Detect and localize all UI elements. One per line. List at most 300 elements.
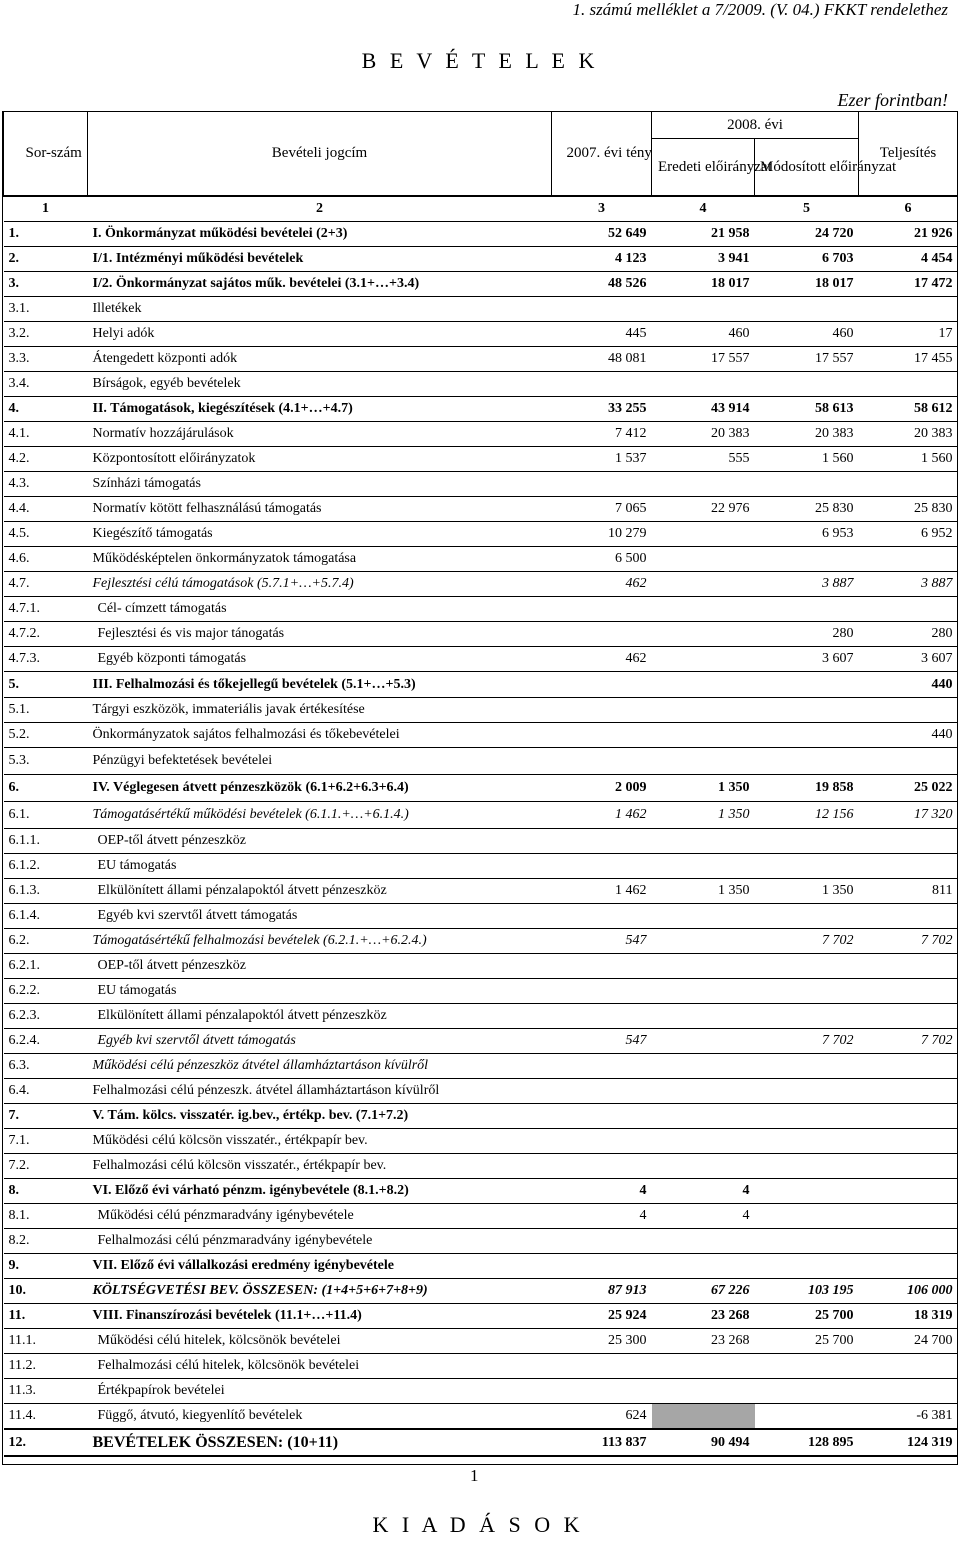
value-cell bbox=[652, 1154, 755, 1179]
row-label: Támogatásértékű működési bevételek (6.1.1.+…+6.1.4.) bbox=[88, 802, 552, 829]
next-section-title: K I A D Á S O K bbox=[372, 1512, 584, 1537]
value-cell bbox=[859, 954, 958, 979]
table-row bbox=[4, 472, 958, 497]
row-label: Színházi támogatás bbox=[88, 472, 552, 497]
value-cell: 25 830 bbox=[859, 497, 958, 522]
value-cell: 18 017 bbox=[755, 272, 859, 297]
value-cell bbox=[859, 1354, 958, 1379]
value-cell bbox=[755, 1129, 859, 1154]
table-row bbox=[4, 1254, 958, 1279]
value-cell: 811 bbox=[859, 879, 958, 904]
table-row bbox=[4, 1279, 958, 1304]
row-label: Pénzügyi befektetések bevételei bbox=[88, 748, 552, 775]
value-cell bbox=[859, 979, 958, 1004]
row-number: 11.2. bbox=[4, 1354, 88, 1379]
row-label: Egyéb kvi szervtől átvett támogatás bbox=[88, 904, 552, 929]
value-cell bbox=[755, 854, 859, 879]
value-cell bbox=[755, 1004, 859, 1029]
value-cell bbox=[552, 1129, 652, 1154]
row-label: Fejlesztési és vis major tánogatás bbox=[88, 622, 552, 647]
value-cell bbox=[755, 1229, 859, 1254]
value-cell bbox=[755, 748, 859, 775]
value-cell: 20 383 bbox=[652, 422, 755, 447]
value-cell: 21 926 bbox=[859, 222, 958, 247]
value-cell: 19 858 bbox=[755, 775, 859, 802]
value-cell bbox=[552, 672, 652, 698]
value-cell bbox=[652, 672, 755, 698]
value-cell: -6 381 bbox=[859, 1404, 958, 1430]
value-cell: 18 319 bbox=[859, 1304, 958, 1329]
row-number: 6.1.4. bbox=[4, 904, 88, 929]
value-cell: 1 350 bbox=[652, 879, 755, 904]
value-cell: 7 065 bbox=[552, 497, 652, 522]
table-row bbox=[4, 1354, 958, 1379]
value-cell: 3 941 bbox=[652, 247, 755, 272]
row-number: 4.3. bbox=[4, 472, 88, 497]
value-cell bbox=[755, 979, 859, 1004]
table-row bbox=[4, 1004, 958, 1029]
value-cell bbox=[652, 1104, 755, 1129]
value-cell bbox=[552, 1379, 652, 1404]
value-cell bbox=[859, 547, 958, 572]
value-cell bbox=[652, 929, 755, 954]
value-cell bbox=[755, 698, 859, 723]
row-label: Központosított előirányzatok bbox=[88, 447, 552, 472]
value-cell: 4 454 bbox=[859, 247, 958, 272]
value-cell: 1 462 bbox=[552, 802, 652, 829]
row-label: KÖLTSÉGVETÉSI BEV. ÖSSZESEN: (1+4+5+6+7+8+9) bbox=[88, 1279, 552, 1304]
table-row bbox=[4, 547, 958, 572]
col-header-year2008: 2008. évi bbox=[652, 112, 859, 139]
value-cell bbox=[652, 1254, 755, 1279]
value-cell bbox=[552, 1229, 652, 1254]
row-number: 1. bbox=[4, 222, 88, 247]
col-number: 4 bbox=[652, 196, 755, 222]
value-cell bbox=[552, 1104, 652, 1129]
value-cell: 17 557 bbox=[755, 347, 859, 372]
value-cell bbox=[859, 1204, 958, 1229]
value-cell: 555 bbox=[652, 447, 755, 472]
value-cell bbox=[859, 904, 958, 929]
table-row bbox=[4, 954, 958, 979]
annex-reference: 1. számú melléklet a 7/2009. (V. 04.) FKKT rendelethez bbox=[572, 0, 948, 19]
row-number: 3.3. bbox=[4, 347, 88, 372]
total-row bbox=[4, 1429, 958, 1456]
row-number: 6. bbox=[4, 775, 88, 802]
table-row bbox=[4, 522, 958, 547]
row-label: II. Támogatások, kiegészítések (4.1+…+4.7) bbox=[88, 397, 552, 422]
row-number: 2. bbox=[4, 247, 88, 272]
value-cell bbox=[859, 854, 958, 879]
row-label: Cél- címzett támogatás bbox=[88, 597, 552, 622]
value-cell bbox=[552, 1254, 652, 1279]
value-cell bbox=[552, 904, 652, 929]
value-cell bbox=[652, 472, 755, 497]
row-label: Illetékek bbox=[88, 297, 552, 322]
value-cell bbox=[552, 698, 652, 723]
value-cell: 17 557 bbox=[652, 347, 755, 372]
value-cell bbox=[859, 1129, 958, 1154]
table-row bbox=[4, 222, 958, 247]
value-cell bbox=[652, 1029, 755, 1054]
value-cell bbox=[755, 1079, 859, 1104]
value-cell bbox=[755, 1354, 859, 1379]
row-label: Felhalmozási célú pénzmaradvány igénybevétele bbox=[88, 1229, 552, 1254]
value-cell: 4 bbox=[652, 1179, 755, 1204]
row-number: 4.7.2. bbox=[4, 622, 88, 647]
value-cell bbox=[652, 297, 755, 322]
value-cell bbox=[552, 748, 652, 775]
row-number: 5.2. bbox=[4, 723, 88, 748]
col-header-sorszam: Sor-szám bbox=[4, 112, 88, 197]
row-number: 3.4. bbox=[4, 372, 88, 397]
row-label: I/2. Önkormányzat sajátos műk. bevételei (3.1+…+3.4) bbox=[88, 272, 552, 297]
value-cell: 440 bbox=[859, 723, 958, 748]
value-cell bbox=[552, 297, 652, 322]
row-label: Egyéb központi támogatás bbox=[88, 647, 552, 672]
row-label: III. Felhalmozási és tőkejellegű bevételek (5.1+…+5.3) bbox=[88, 672, 552, 698]
row-number: 5. bbox=[4, 672, 88, 698]
unit-note: Ezer forintban! bbox=[837, 90, 948, 110]
value-cell: 4 bbox=[552, 1179, 652, 1204]
row-label: VI. Előző évi várható pénzm. igénybevétele (8.1.+8.2) bbox=[88, 1179, 552, 1204]
value-cell bbox=[652, 723, 755, 748]
value-cell bbox=[652, 854, 755, 879]
value-cell bbox=[755, 547, 859, 572]
row-label: I. Önkormányzat működési bevételei (2+3) bbox=[88, 222, 552, 247]
row-label: EU támogatás bbox=[88, 854, 552, 879]
value-cell bbox=[859, 829, 958, 854]
total-value: 128 895 bbox=[755, 1429, 859, 1456]
page-number: 1 bbox=[470, 1466, 479, 1485]
total-number: 12. bbox=[4, 1429, 88, 1456]
value-cell bbox=[652, 522, 755, 547]
value-cell: 1 560 bbox=[755, 447, 859, 472]
table-row bbox=[4, 1179, 958, 1204]
value-cell bbox=[652, 547, 755, 572]
value-cell bbox=[859, 297, 958, 322]
value-cell bbox=[859, 1254, 958, 1279]
table-row bbox=[4, 1204, 958, 1229]
row-number: 11.1. bbox=[4, 1329, 88, 1354]
value-cell bbox=[652, 647, 755, 672]
table-row bbox=[4, 1129, 958, 1154]
value-cell: 460 bbox=[652, 322, 755, 347]
value-cell bbox=[652, 954, 755, 979]
value-cell bbox=[652, 372, 755, 397]
row-label: IV. Véglegesen átvett pénzeszközök (6.1+6.2+6.3+6.4) bbox=[88, 775, 552, 802]
value-cell: 1 350 bbox=[652, 802, 755, 829]
table-row bbox=[4, 1104, 958, 1129]
value-cell bbox=[859, 1054, 958, 1079]
value-cell: 3 887 bbox=[859, 572, 958, 597]
row-number: 4.6. bbox=[4, 547, 88, 572]
value-cell: 48 081 bbox=[552, 347, 652, 372]
row-number: 4.7. bbox=[4, 572, 88, 597]
page-title: B E V É T E L E K bbox=[361, 48, 599, 73]
value-cell: 18 017 bbox=[652, 272, 755, 297]
value-cell bbox=[755, 1104, 859, 1129]
value-cell: 58 613 bbox=[755, 397, 859, 422]
value-cell: 10 279 bbox=[552, 522, 652, 547]
row-label: V. Tám. kölcs. visszatér. ig.bev., értékp. bev. (7.1+7.2) bbox=[88, 1104, 552, 1129]
row-label: Önkormányzatok sajátos felhalmozási és tőkebevételei bbox=[88, 723, 552, 748]
value-cell bbox=[755, 954, 859, 979]
row-number: 3.2. bbox=[4, 322, 88, 347]
value-cell bbox=[755, 1179, 859, 1204]
value-cell: 6 952 bbox=[859, 522, 958, 547]
value-cell bbox=[652, 1354, 755, 1379]
table-row bbox=[4, 372, 958, 397]
row-label: Kiegészítő támogatás bbox=[88, 522, 552, 547]
row-label: Normatív kötött felhasználású támogatás bbox=[88, 497, 552, 522]
row-number: 4.2. bbox=[4, 447, 88, 472]
table-row bbox=[4, 597, 958, 622]
column-number-row bbox=[4, 196, 958, 222]
row-number: 4.5. bbox=[4, 522, 88, 547]
value-cell: 25 022 bbox=[859, 775, 958, 802]
total-value: 124 319 bbox=[859, 1429, 958, 1456]
row-label: Működési célú hitelek, kölcsönök bevételei bbox=[88, 1329, 552, 1354]
value-cell bbox=[859, 1229, 958, 1254]
col-number: 2 bbox=[88, 196, 552, 222]
table-row bbox=[4, 322, 958, 347]
value-cell: 1 537 bbox=[552, 447, 652, 472]
value-cell: 462 bbox=[552, 572, 652, 597]
value-cell bbox=[552, 597, 652, 622]
row-number: 10. bbox=[4, 1279, 88, 1304]
table-row bbox=[4, 723, 958, 748]
value-cell bbox=[552, 372, 652, 397]
value-cell: 3 607 bbox=[859, 647, 958, 672]
table-row bbox=[4, 497, 958, 522]
row-number: 7. bbox=[4, 1104, 88, 1129]
row-number: 4.7.3. bbox=[4, 647, 88, 672]
row-number: 4.7.1. bbox=[4, 597, 88, 622]
row-label: Normatív hozzájárulások bbox=[88, 422, 552, 447]
row-label: I/1. Intézményi működési bevételek bbox=[88, 247, 552, 272]
value-cell bbox=[652, 979, 755, 1004]
value-cell bbox=[552, 1054, 652, 1079]
value-cell bbox=[652, 622, 755, 647]
value-cell bbox=[552, 723, 652, 748]
value-cell: 7 702 bbox=[755, 1029, 859, 1054]
value-cell bbox=[755, 472, 859, 497]
value-cell bbox=[652, 904, 755, 929]
row-number: 4.4. bbox=[4, 497, 88, 522]
value-cell: 6 500 bbox=[552, 547, 652, 572]
value-cell: 52 649 bbox=[552, 222, 652, 247]
value-cell: 280 bbox=[755, 622, 859, 647]
row-number: 11.4. bbox=[4, 1404, 88, 1430]
value-cell: 2 009 bbox=[552, 775, 652, 802]
row-label: Átengedett központi adók bbox=[88, 347, 552, 372]
col-number: 6 bbox=[859, 196, 958, 222]
row-label: Értékpapírok bevételei bbox=[88, 1379, 552, 1404]
value-cell bbox=[552, 1354, 652, 1379]
value-cell bbox=[552, 829, 652, 854]
value-cell: 17 bbox=[859, 322, 958, 347]
value-cell: 17 455 bbox=[859, 347, 958, 372]
value-cell bbox=[552, 979, 652, 1004]
table-row bbox=[4, 397, 958, 422]
value-cell bbox=[755, 1154, 859, 1179]
value-cell: 3 887 bbox=[755, 572, 859, 597]
table-row bbox=[4, 622, 958, 647]
row-label: Fejlesztési célú támogatások (5.7.1+…+5.7.4) bbox=[88, 572, 552, 597]
table-row bbox=[4, 1379, 958, 1404]
value-cell: 1 560 bbox=[859, 447, 958, 472]
value-cell: 20 383 bbox=[755, 422, 859, 447]
table-row bbox=[4, 647, 958, 672]
value-cell: 624 bbox=[552, 1404, 652, 1430]
table-row bbox=[4, 698, 958, 723]
row-number: 6.1.1. bbox=[4, 829, 88, 854]
value-cell bbox=[652, 1054, 755, 1079]
row-label: Tárgyi eszközök, immateriális javak értékesítése bbox=[88, 698, 552, 723]
row-label: Felhalmozási célú hitelek, kölcsönök bevételei bbox=[88, 1354, 552, 1379]
value-cell: 4 bbox=[552, 1204, 652, 1229]
table-row bbox=[4, 572, 958, 597]
value-cell: 547 bbox=[552, 1029, 652, 1054]
table-row bbox=[4, 247, 958, 272]
value-cell: 25 700 bbox=[755, 1304, 859, 1329]
value-cell bbox=[652, 1079, 755, 1104]
value-cell bbox=[552, 1079, 652, 1104]
value-cell bbox=[552, 1154, 652, 1179]
table-row bbox=[4, 1229, 958, 1254]
col-number: 5 bbox=[755, 196, 859, 222]
table-row bbox=[4, 879, 958, 904]
value-cell: 4 bbox=[652, 1204, 755, 1229]
row-label: Helyi adók bbox=[88, 322, 552, 347]
row-number: 6.1.2. bbox=[4, 854, 88, 879]
value-cell bbox=[755, 1404, 859, 1430]
value-cell bbox=[652, 748, 755, 775]
row-number: 6.2.1. bbox=[4, 954, 88, 979]
value-cell bbox=[755, 904, 859, 929]
value-cell bbox=[755, 723, 859, 748]
row-number: 6.4. bbox=[4, 1079, 88, 1104]
value-cell: 12 156 bbox=[755, 802, 859, 829]
row-number: 6.2. bbox=[4, 929, 88, 954]
row-number: 6.1. bbox=[4, 802, 88, 829]
value-cell: 25 700 bbox=[755, 1329, 859, 1354]
value-cell: 21 958 bbox=[652, 222, 755, 247]
row-number: 6.2.3. bbox=[4, 1004, 88, 1029]
value-cell bbox=[859, 1179, 958, 1204]
value-cell: 58 612 bbox=[859, 397, 958, 422]
row-label: Működésképtelen önkormányzatok támogatása bbox=[88, 547, 552, 572]
value-cell: 23 268 bbox=[652, 1304, 755, 1329]
row-label: Elkülönített állami pénzalapoktól átvett pénzeszköz bbox=[88, 879, 552, 904]
row-label: Egyéb kvi szervtől átvett támogatás bbox=[88, 1029, 552, 1054]
value-cell bbox=[652, 597, 755, 622]
row-number: 3.1. bbox=[4, 297, 88, 322]
value-cell: 33 255 bbox=[552, 397, 652, 422]
col-number: 1 bbox=[4, 196, 88, 222]
value-cell bbox=[552, 1004, 652, 1029]
table-row bbox=[4, 1054, 958, 1079]
value-cell bbox=[652, 829, 755, 854]
value-cell bbox=[755, 672, 859, 698]
table-row bbox=[4, 979, 958, 1004]
col-header-eredeti: Eredeti előirányzat bbox=[652, 139, 755, 197]
value-cell bbox=[859, 372, 958, 397]
col-number: 3 bbox=[552, 196, 652, 222]
value-cell: 1 350 bbox=[755, 879, 859, 904]
table-row bbox=[4, 447, 958, 472]
value-cell: 4 123 bbox=[552, 247, 652, 272]
value-cell bbox=[652, 1404, 755, 1430]
value-cell bbox=[755, 372, 859, 397]
revenue-table bbox=[3, 111, 958, 1457]
table-row bbox=[4, 1029, 958, 1054]
table-row bbox=[4, 1304, 958, 1329]
row-label: Támogatásértékű felhalmozási bevételek (6.2.1.+…+6.2.4.) bbox=[88, 929, 552, 954]
value-cell: 6 953 bbox=[755, 522, 859, 547]
row-label: OEP-től átvett pénzeszköz bbox=[88, 954, 552, 979]
row-number: 4.1. bbox=[4, 422, 88, 447]
value-cell bbox=[859, 1079, 958, 1104]
value-cell: 7 702 bbox=[859, 1029, 958, 1054]
value-cell: 106 000 bbox=[859, 1279, 958, 1304]
value-cell: 25 830 bbox=[755, 497, 859, 522]
value-cell: 1 350 bbox=[652, 775, 755, 802]
table-row bbox=[4, 1079, 958, 1104]
total-value: 90 494 bbox=[652, 1429, 755, 1456]
value-cell: 440 bbox=[859, 672, 958, 698]
value-cell bbox=[652, 1004, 755, 1029]
value-cell bbox=[859, 1154, 958, 1179]
value-cell: 103 195 bbox=[755, 1279, 859, 1304]
row-number: 8. bbox=[4, 1179, 88, 1204]
row-label: Felhalmozási célú pénzeszk. átvétel államháztartáson kívülről bbox=[88, 1079, 552, 1104]
value-cell: 6 703 bbox=[755, 247, 859, 272]
value-cell: 67 226 bbox=[652, 1279, 755, 1304]
value-cell bbox=[552, 472, 652, 497]
value-cell bbox=[859, 748, 958, 775]
col-header-teljesites: Teljesítés bbox=[859, 112, 958, 197]
row-label: OEP-től átvett pénzeszköz bbox=[88, 829, 552, 854]
row-number: 6.3. bbox=[4, 1054, 88, 1079]
value-cell bbox=[859, 1379, 958, 1404]
total-label: BEVÉTELEK ÖSSZESEN: (10+11) bbox=[88, 1429, 552, 1456]
value-cell: 43 914 bbox=[652, 397, 755, 422]
row-label: VIII. Finanszírozási bevételek (11.1+…+11.4) bbox=[88, 1304, 552, 1329]
row-label: Működési célú pénzmaradvány igénybevétele bbox=[88, 1204, 552, 1229]
value-cell bbox=[552, 854, 652, 879]
row-label: Működési célú kölcsön visszatér., értékpapír bev. bbox=[88, 1129, 552, 1154]
value-cell: 445 bbox=[552, 322, 652, 347]
value-cell: 1 462 bbox=[552, 879, 652, 904]
table-row bbox=[4, 775, 958, 802]
value-cell: 7 702 bbox=[859, 929, 958, 954]
value-cell: 7 702 bbox=[755, 929, 859, 954]
value-cell bbox=[755, 597, 859, 622]
row-number: 5.3. bbox=[4, 748, 88, 775]
row-label: Függő, átvutó, kiegyenlítő bevételek bbox=[88, 1404, 552, 1430]
value-cell: 25 924 bbox=[552, 1304, 652, 1329]
row-label: Felhalmozási célú kölcsön visszatér., értékpapír bev. bbox=[88, 1154, 552, 1179]
value-cell bbox=[755, 1254, 859, 1279]
row-label: Működési célú pénzeszköz átvétel államháztartáson kívülről bbox=[88, 1054, 552, 1079]
value-cell: 460 bbox=[755, 322, 859, 347]
table-row bbox=[4, 1329, 958, 1354]
row-number: 9. bbox=[4, 1254, 88, 1279]
table-row bbox=[4, 297, 958, 322]
row-number: 11.3. bbox=[4, 1379, 88, 1404]
